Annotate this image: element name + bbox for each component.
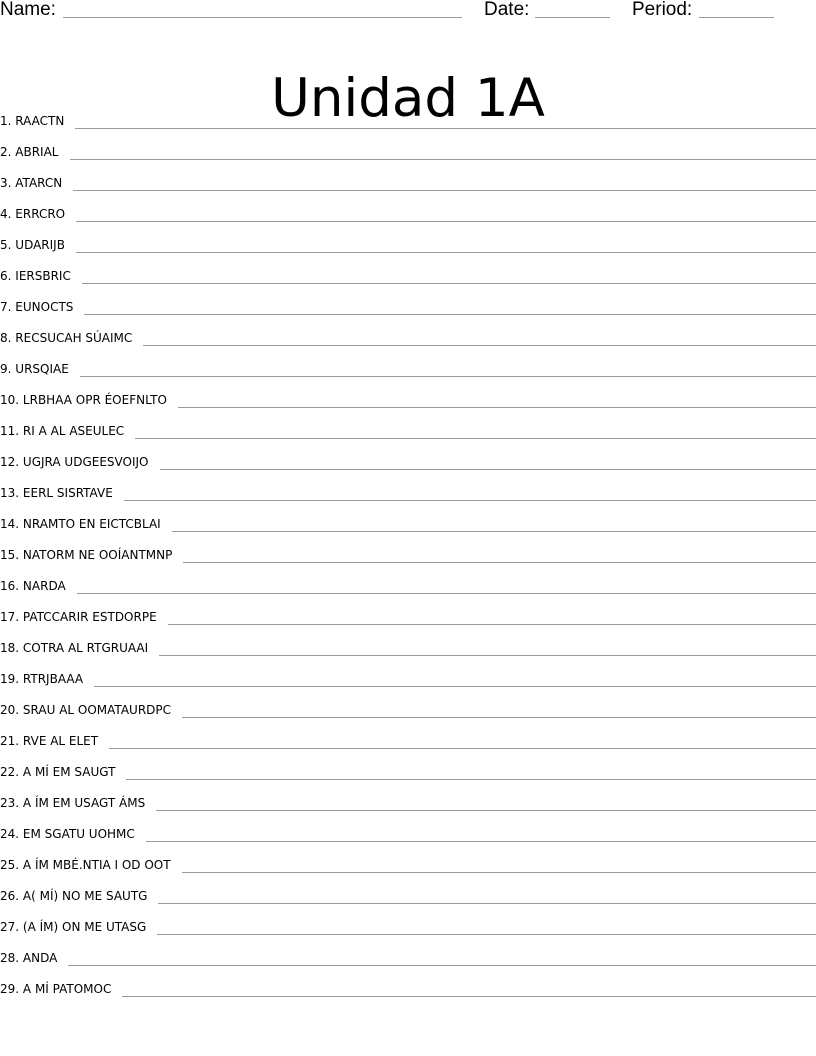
item-number: 16.: [0, 579, 20, 593]
list-item: [0, 451, 816, 482]
scrambled-text: EERL SISRTAVE: [22, 486, 113, 500]
scrambled-text: ABRIAL: [15, 145, 59, 159]
item-number: 28.: [0, 951, 20, 965]
scrambled-text: A ÍM MBÉ.NTIA I OD OOT: [22, 858, 171, 872]
answer-line[interactable]: [182, 854, 816, 873]
scrambled-word: [0, 110, 75, 132]
scrambled-word: [0, 916, 157, 938]
scrambled-word: [0, 544, 183, 566]
scrambled-word: [0, 637, 159, 659]
item-number: 4.: [0, 207, 12, 221]
item-number: 7.: [0, 300, 12, 314]
list-item: [0, 265, 816, 296]
item-number: 2.: [0, 145, 12, 159]
period-label: Period:: [632, 0, 693, 20]
list-item: [0, 389, 816, 420]
answer-line[interactable]: [94, 668, 816, 687]
name-field[interactable]: [63, 17, 462, 18]
answer-line[interactable]: [143, 327, 816, 346]
scrambled-text: URSQIAE: [15, 362, 69, 376]
scrambled-word: [0, 854, 182, 876]
list-item: [0, 978, 816, 1009]
answer-line[interactable]: [160, 451, 816, 470]
scrambled-word: [0, 327, 143, 349]
scrambled-text: RVE AL ELET: [22, 734, 99, 748]
answer-line[interactable]: [182, 699, 816, 718]
scrambled-text: (A ÍM) ON ME UTASG: [22, 920, 147, 934]
item-number: 17.: [0, 610, 20, 624]
answer-line[interactable]: [70, 141, 816, 160]
item-number: 15.: [0, 548, 20, 562]
list-item: [0, 296, 816, 327]
answer-line[interactable]: [75, 110, 816, 129]
answer-line[interactable]: [124, 482, 816, 501]
answer-line[interactable]: [68, 947, 816, 966]
scrambled-word: [0, 482, 124, 504]
item-number: 3.: [0, 176, 12, 190]
list-item: [0, 792, 816, 823]
item-number: 6.: [0, 269, 12, 283]
name-label: Name:: [0, 0, 56, 20]
item-number: 1.: [0, 114, 12, 128]
scrambled-text: EUNOCTS: [15, 300, 74, 314]
answer-line[interactable]: [156, 792, 816, 811]
list-item: [0, 234, 816, 265]
item-number: 21.: [0, 734, 20, 748]
scrambled-word: [0, 575, 77, 597]
item-number: 5.: [0, 238, 12, 252]
list-item: [0, 203, 816, 234]
scrambled-text: RTRJBAAA: [22, 672, 84, 686]
scrambled-text: ATARCN: [15, 176, 63, 190]
scrambled-text: A( MÍ) NO ME SAUTG: [22, 889, 148, 903]
list-item: [0, 544, 816, 575]
answer-line[interactable]: [126, 761, 816, 780]
scrambled-word: [0, 296, 84, 318]
scrambled-word: [0, 513, 172, 535]
scrambled-word: [0, 451, 160, 473]
scrambled-text: NRAMTO EN EICTCBLAI: [22, 517, 161, 531]
item-number: 9.: [0, 362, 12, 376]
answer-line[interactable]: [84, 296, 816, 315]
item-number: 22.: [0, 765, 20, 779]
scrambled-text: ANDA: [22, 951, 58, 965]
answer-line[interactable]: [135, 420, 816, 439]
scrambled-word: [0, 265, 82, 287]
scrambled-text: NATORM NE OOÍANTMNP: [22, 548, 173, 562]
scrambled-word: [0, 978, 122, 1000]
scrambled-text: PATCCARIR ESTDORPE: [22, 610, 157, 624]
item-number: 12.: [0, 455, 20, 469]
item-number: 14.: [0, 517, 20, 531]
scrambled-word: [0, 420, 135, 442]
scrambled-text: EM SGATU UOHMC: [22, 827, 135, 841]
answer-line[interactable]: [168, 606, 816, 625]
page-title: Unidad 1A: [271, 67, 545, 129]
scrambled-text: RECSUCAH SÚAIMC: [15, 331, 133, 345]
answer-line[interactable]: [183, 544, 816, 563]
scrambled-word: [0, 699, 182, 721]
worksheet-header: [0, 0, 816, 24]
scrambled-word: [0, 730, 109, 752]
answer-line[interactable]: [158, 885, 816, 904]
list-item: [0, 482, 816, 513]
answer-line[interactable]: [77, 575, 816, 594]
list-item: [0, 575, 816, 606]
answer-line[interactable]: [178, 389, 816, 408]
scrambled-text: UGJRA UDGEESVOIJO: [22, 455, 149, 469]
scrambled-word: [0, 823, 146, 845]
scrambled-word: [0, 606, 168, 628]
list-item: [0, 854, 816, 885]
list-item: [0, 420, 816, 451]
list-item: [0, 916, 816, 947]
item-number: 11.: [0, 424, 20, 438]
scrambled-text: RAACTN: [15, 114, 65, 128]
list-item: [0, 885, 816, 916]
scrambled-text: A MÍ EM SAUGT: [22, 765, 116, 779]
answer-line[interactable]: [82, 265, 816, 284]
scrambled-text: UDARIJB: [15, 238, 65, 252]
answer-line[interactable]: [146, 823, 816, 842]
answer-line[interactable]: [159, 637, 816, 656]
item-number: 29.: [0, 982, 20, 996]
scrambled-text: A ÍM EM USAGT ÁMS: [22, 796, 146, 810]
item-number: 26.: [0, 889, 20, 903]
word-scramble-list: [0, 110, 816, 1009]
list-item: [0, 358, 816, 389]
answer-line[interactable]: [76, 203, 816, 222]
period-field[interactable]: [699, 17, 774, 18]
list-item: [0, 761, 816, 792]
scrambled-word: [0, 792, 156, 814]
list-item: [0, 327, 816, 358]
list-item: [0, 947, 816, 978]
scrambled-text: IERSBRIC: [15, 269, 71, 283]
answer-line[interactable]: [76, 234, 816, 253]
date-label: Date:: [484, 0, 530, 20]
scrambled-text: LRBHAA OPR ÉOEFNLTO: [22, 393, 167, 407]
scrambled-word: [0, 885, 158, 907]
answer-line[interactable]: [73, 172, 816, 191]
item-number: 27.: [0, 920, 20, 934]
scrambled-word: [0, 947, 68, 969]
scrambled-text: RI A AL ASEULEC: [22, 424, 125, 438]
scrambled-text: SRAU AL OOMATAURDPC: [22, 703, 172, 717]
item-number: 18.: [0, 641, 20, 655]
list-item: [0, 172, 816, 203]
item-number: 20.: [0, 703, 20, 717]
scrambled-text: A MÍ PATOMOC: [22, 982, 112, 996]
list-item: [0, 699, 816, 730]
item-number: 23.: [0, 796, 20, 810]
answer-line[interactable]: [109, 730, 816, 749]
item-number: 8.: [0, 331, 12, 345]
scrambled-word: [0, 761, 126, 783]
answer-line[interactable]: [122, 978, 816, 997]
list-item: [0, 513, 816, 544]
list-item: [0, 606, 816, 637]
list-item: [0, 141, 816, 172]
list-item: [0, 730, 816, 761]
scrambled-word: [0, 389, 178, 411]
scrambled-word: [0, 358, 80, 380]
item-number: 25.: [0, 858, 20, 872]
answer-line[interactable]: [172, 513, 816, 532]
item-number: 10.: [0, 393, 20, 407]
scrambled-text: COTRA AL RTGRUAAI: [22, 641, 149, 655]
answer-line[interactable]: [80, 358, 816, 377]
list-item: [0, 668, 816, 699]
scrambled-text: NARDA: [22, 579, 66, 593]
list-item: [0, 637, 816, 668]
scrambled-text: ERRCRO: [15, 207, 66, 221]
scrambled-word: [0, 141, 70, 163]
list-item: [0, 823, 816, 854]
item-number: 13.: [0, 486, 20, 500]
item-number: 24.: [0, 827, 20, 841]
item-number: 19.: [0, 672, 20, 686]
date-field[interactable]: [535, 17, 610, 18]
scrambled-word: [0, 668, 94, 690]
answer-line[interactable]: [157, 916, 816, 935]
list-item: [0, 110, 816, 141]
scrambled-word: [0, 234, 76, 256]
scrambled-word: [0, 203, 76, 225]
scrambled-word: [0, 172, 73, 194]
